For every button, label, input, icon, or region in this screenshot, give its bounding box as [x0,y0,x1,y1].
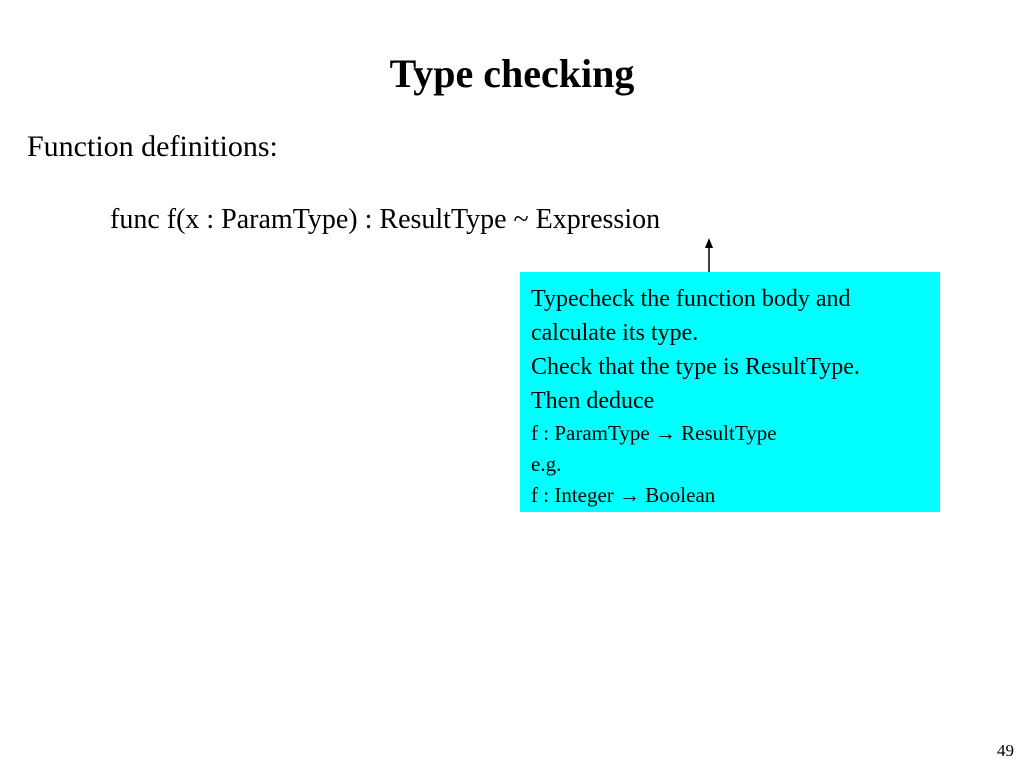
page-number: 49 [997,741,1014,760]
up-arrow-icon [700,238,718,274]
callout-box [520,272,940,512]
callout-line: f : Integer → Boolean [531,483,716,507]
callout-line: f : ParamType → ResultType [531,421,777,445]
callout-line: e.g. [531,452,562,476]
section-label: Function definitions: [27,130,278,163]
slide-title: Type checking [389,51,635,96]
callout-line: Then deduce [531,388,655,414]
callout-line: calculate its type. [531,320,699,346]
callout-line: Typecheck the function body and [531,286,851,312]
function-signature: func f(x : ParamType) : ResultType ~ Expression [110,204,661,235]
callout-line: Check that the type is ResultType. [531,354,860,380]
